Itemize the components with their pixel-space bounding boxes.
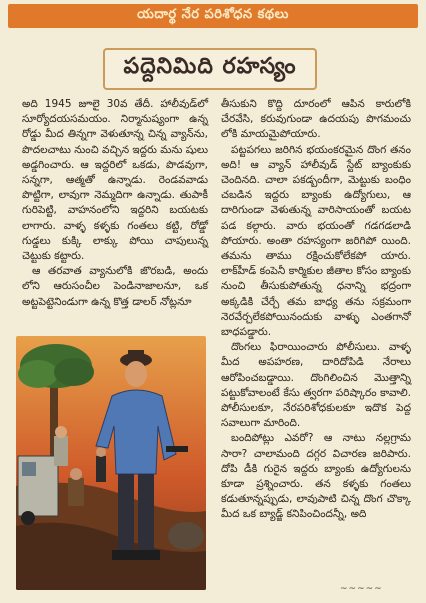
robbery-scene-image bbox=[16, 336, 206, 590]
right-paragraph-4: బందిపోట్లు ఎవరో? ఆ నాటు నల్లగ్రామ సారా? చాలామంది దగ్గర విచారణ జరిపారు. దోపి డీకి గురైన ఇద్దరు బ్యాంకు ఉద్యోగులను కూడా ప్రశ్నించారు. తన కళ్ళకు గంతలు కడుతూన్నప్పుడు, లావుపాటి చిన్న దొంగ చొక్కా మీద ఒక బ్యాడ్జ్ కనిపించిందన్నీ, అది bbox=[221, 432, 411, 521]
story-title-box bbox=[103, 48, 317, 90]
story-illustration bbox=[16, 336, 206, 590]
series-header-band bbox=[8, 4, 418, 28]
right-paragraph-3: దొంగలు ఫిరాయించారు పోలీసులు. వాళ్ళ మీద అపహరణ, దారిదోపిడి నేరాలు ఆరోపించబడ్డాయి. దొంగిలించిన మొత్తాన్ని పట్టుకోవాలంటే కేసు త్వరగా పరిష్కారం కావాలి. పోలీసులకూ, నేరపరిశోధకులకూ ఇదొక పెద్ద సవాలుగా మారింది. bbox=[221, 341, 411, 430]
right-column bbox=[221, 97, 411, 523]
story-title: పద్దెనిమిది రహస్యం bbox=[123, 54, 297, 79]
right-paragraph-1: తీసుకుని కొద్ది దూరంలో ఆపిన కారులోకి చేరవేసి, కరువుగుండా ఉదయపు పొగమంచు లోకి మాయమైపోయారు. bbox=[221, 98, 411, 141]
series-title: యదార్థ నేర పరిశోధన కథలు bbox=[137, 7, 289, 22]
right-paragraph-2: పట్టపగలు జరిగిన భయంకరమైన దొంగ తనం అది! ఆ వ్యాన్ హాలీవుడ్ స్టేట్ బ్యాంకుకు చెందినది. చాలా పకడ్బందీగా, మెట్టుకు బంధిం చబడిన ఇద్దరు బ్యాంకు ఉద్యోగులు, ఆ దారిగుండా వెళుతున్న వారిసాయంతో బయట పడ కల్గారు. వారు భయంతో గడగడలాడి పోయారు. అంతా రహస్యంగా జరిగిపో యింది. తమను తాము రక్షించుకోలేకపో యారు. లాక్‌హీడ్ కంపెనీ కార్మికుల జీతాల కోసం బ్యాంకు నుంచి తీసుకుపోతున్న ధనాన్ని భద్రంగా అక్కడికి చేర్చే తమ బాధ్య తను సక్రమంగా నెరవేర్చలేకపోయినందుకు వాళ్ళు ఎంతగానో బాధపడ్డారు. bbox=[221, 143, 411, 339]
left-paragraph-1: అది 1945 జూలై 30వ తేదీ. హాలీవుడ్‌లో సూర్యోదయసమయం. నిర్మానుష్యంగా ఉన్న రోడ్డు మీద తిన్నగా వెళుతూన్న చిన్న వ్యాన్‌ను, పొదలచాటు నుంచి వచ్చిన ఇద్దరు మను షులు అడ్డగించారు. ఆ ఇద్దరిలో ఒకడు, పొడవుగా, సన్నగా, ఆత్మతో ఉన్నాడు. రెండవవాడు పొట్టిగా, లావుగా నెమ్మదిగా ఉన్నాడు. తుపాకీ గురిపెట్టి, వాహనంలోని ఇద్దరిని బయటకు లాగారు. వాళ్ళ కళ్ళకు గంతలు కట్టి, రోడ్డో గుడ్డలు కుక్కి లాక్కు పోయి చాపులున్న చెట్టుకు కట్టారు. bbox=[22, 98, 208, 263]
left-paragraph-2: ఆ తరవాత వ్యానులోకి జొరబడి, అందు లోని ఆరుసంచీల పెండినాజాలనూ, ఒక అట్టపెట్టెనిండుగా ఉన్న కొత్త డాలర్ నోట్లనూ bbox=[22, 265, 208, 308]
left-column bbox=[22, 97, 208, 310]
footer-mark: ~~~~~ bbox=[340, 584, 383, 594]
